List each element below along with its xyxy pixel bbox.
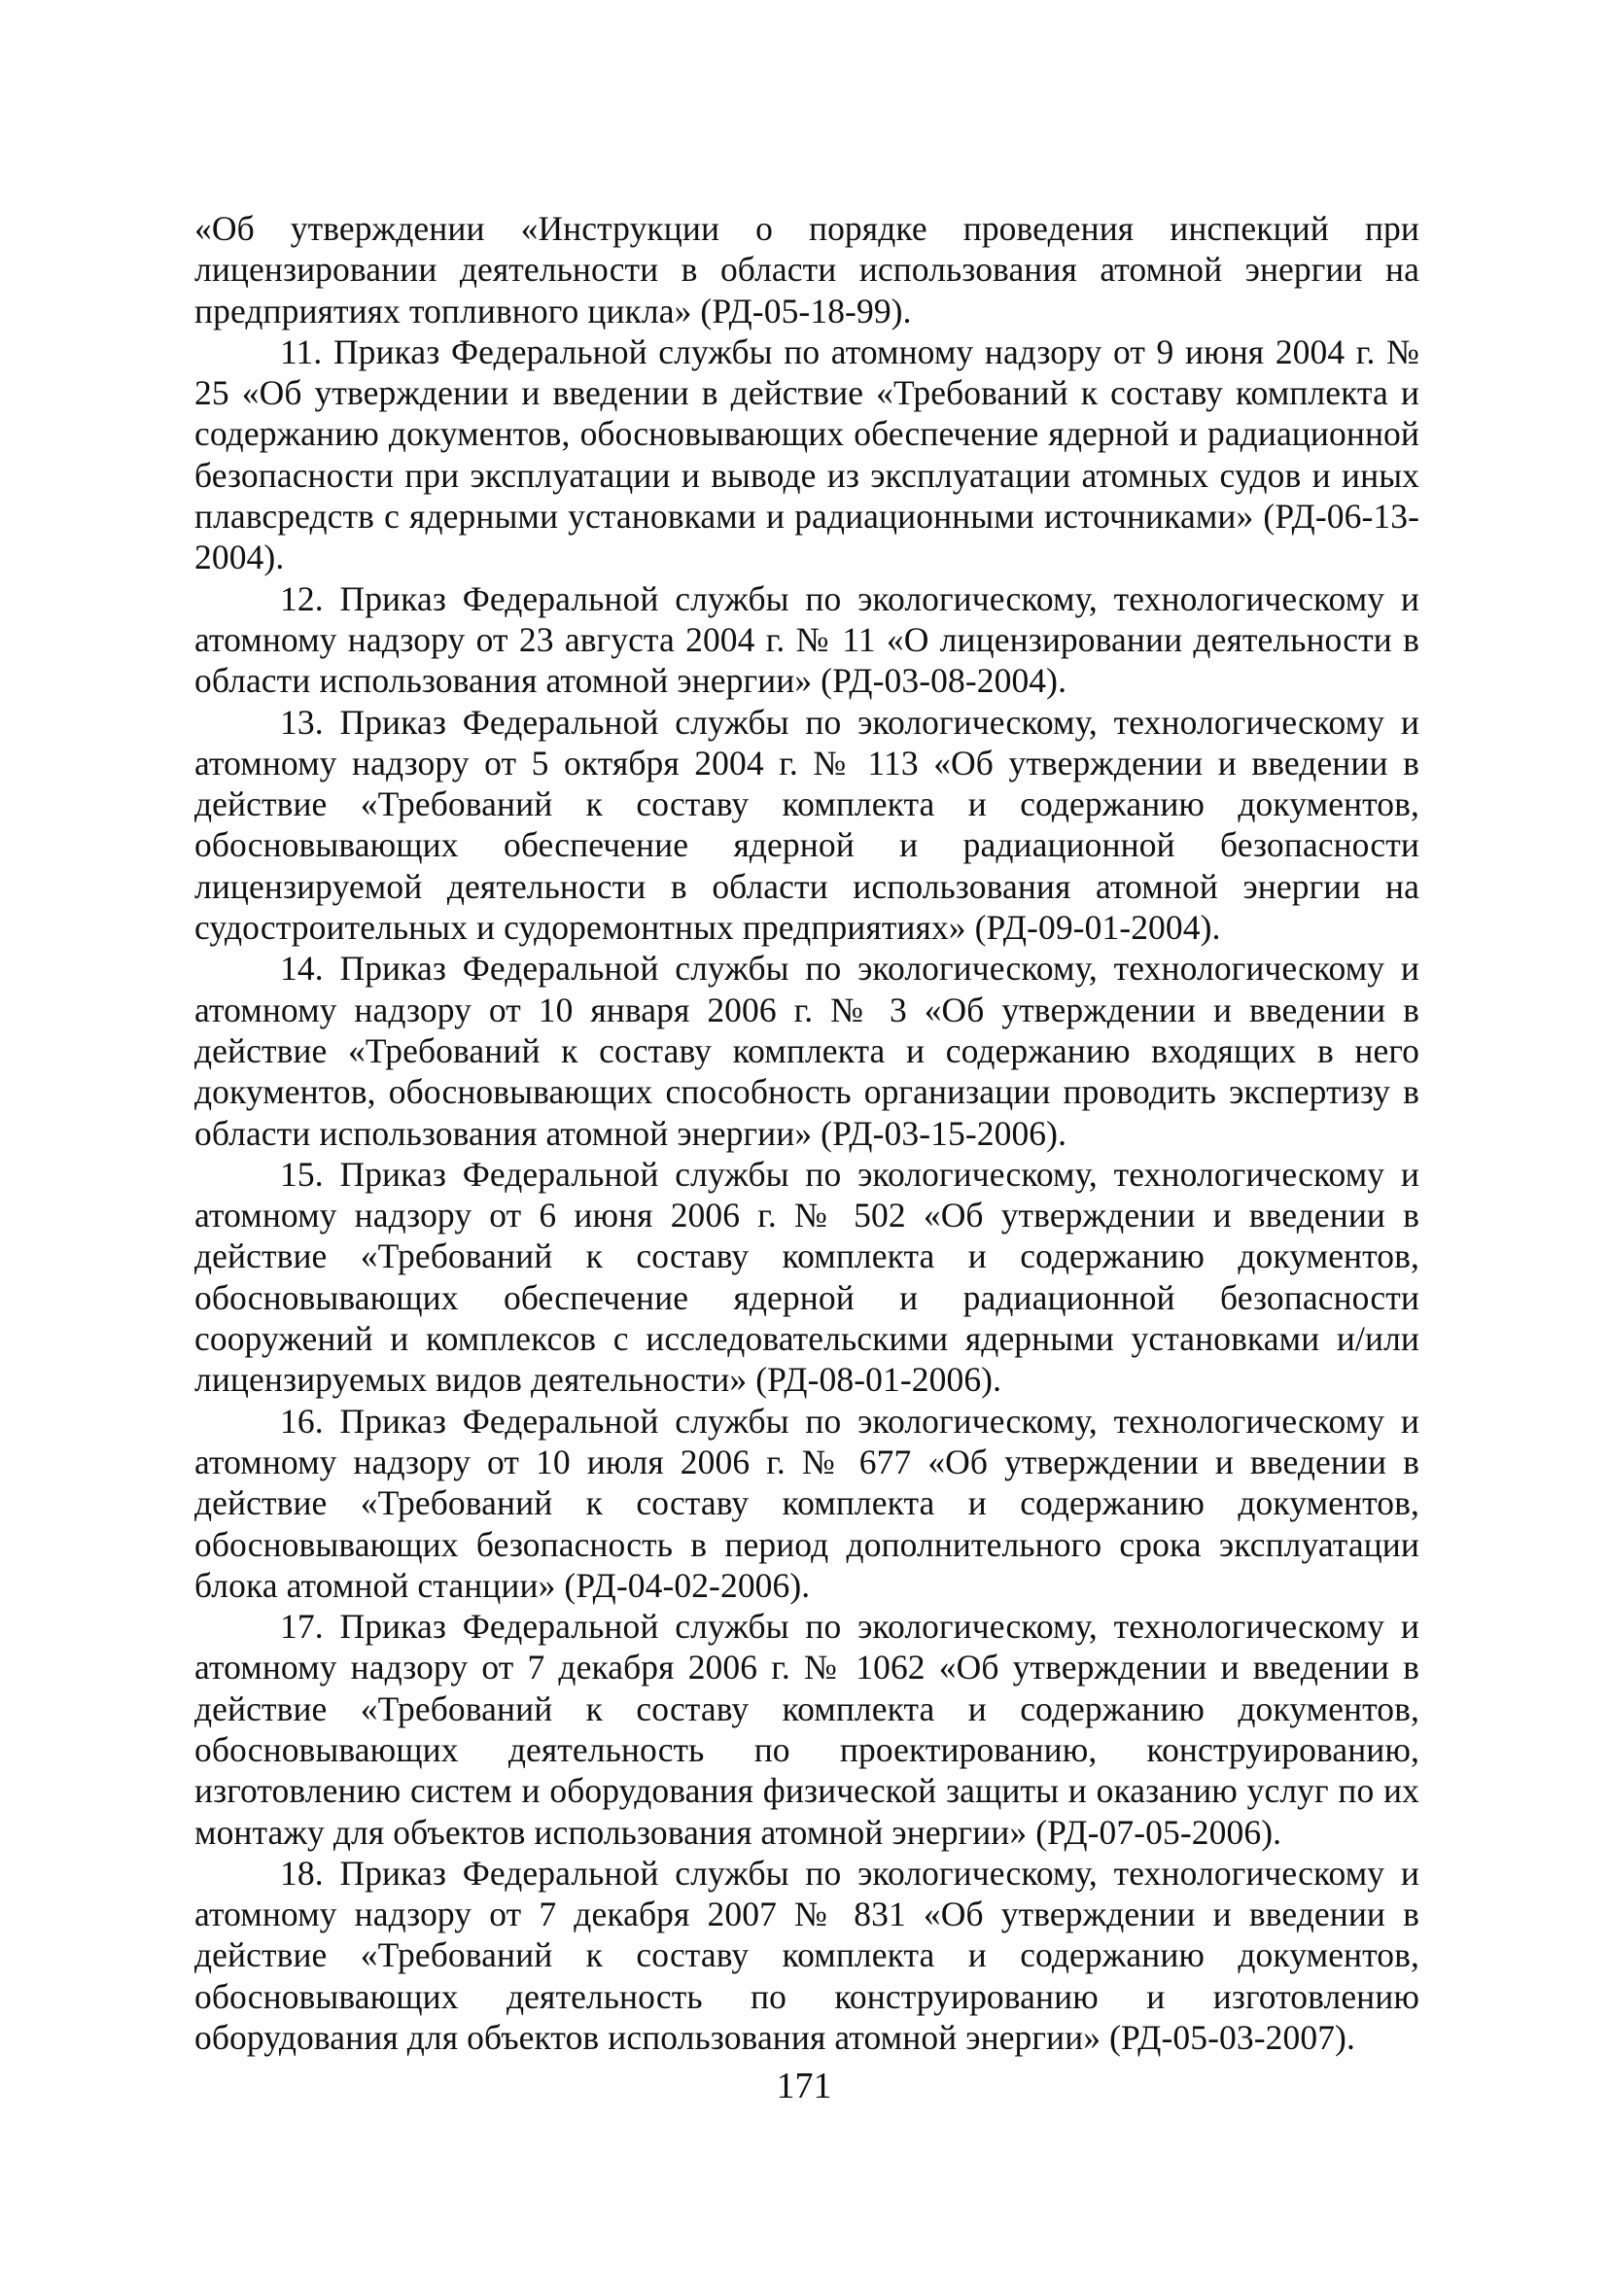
paragraph-item-12: 12. Приказ Федеральной службы по экологическому, технологическому и атомному надзору от 23 августа 2004 г. № 11 «О лицензировании деятельности в области использования атомной энергии» (РД-03-08-2004). bbox=[194, 578, 1419, 701]
paragraph-item-15: 15. Приказ Федеральной службы по экологическому, технологическому и атомному надзору от 6 июня 2006 г. № 502 «Об утверждении и введении в действие «Требований к составу комплекта и содержанию документов, обосновывающих обеспечение ядерной и радиационной безопасности сооружений и комплексов с исследовательскими ядерными установками и/или лицензируемых видов деятельности» (РД-08-01-2006). bbox=[194, 1154, 1419, 1400]
paragraph-continuation: «Об утверждении «Инструкции о порядке проведения инспекций при лицензировании деятельности в области использования атомной энергии на предприятиях топливного цикла» (РД-05-18-99). bbox=[194, 209, 1419, 330]
paragraph-item-13: 13. Приказ Федеральной службы по экологическому, технологическому и атомному надзору от 5 октября 2004 г. № 113 «Об утверждении и введении в действие «Требований к составу комплекта и содержанию документов, обосновывающих обеспечение ядерной и радиационной безопасности лицензируемой деятельности в области использования атомной энергии на судостроительных и судоремонтных предприятиях» (РД-09-01-2004). bbox=[194, 702, 1419, 948]
paragraph-item-14: 14. Приказ Федеральной службы по экологическому, технологическому и атомному надзору от 10 января 2006 г. № 3 «Об утверждении и введении в действие «Требований к составу комплекта и содержанию входящих в него документов, обосновывающих способность организации проводить экспертизу в области использования атомной энергии» (РД-03-15-2006). bbox=[194, 949, 1419, 1153]
paragraph-item-16: 16. Приказ Федеральной службы по экологическому, технологическому и атомному надзору от 10 июля 2006 г. № 677 «Об утверждении и введении в действие «Требований к составу комплекта и содержанию документов, обосновывающих безопасность в период дополнительного срока эксплуатации блока атомной станции» (РД-04-02-2006). bbox=[194, 1401, 1419, 1605]
paragraph-item-18: 18. Приказ Федеральной службы по экологическому, технологическому и атомному надзору от 7 декабря 2007 № 831 «Об утверждении и введении в действие «Требований к составу комплекта и содержанию документов, обосновывающих деятельность по конструированию и изготовлению оборудования для объектов использования атомной энергии» (РД-05-03-2007). bbox=[194, 1853, 1419, 2058]
paragraph-item-17: 17. Приказ Федеральной службы по экологическому, технологическому и атомному надзору от 7 декабря 2006 г. № 1062 «Об утверждении и введении в действие «Требований к составу комплекта и содержанию документов, обосновывающих деятельность по проектированию, конструированию, изготовлению систем и оборудования физической защиты и оказанию услуг по их монтажу для объектов использования атомной энергии» (РД-07-05-2006). bbox=[194, 1607, 1419, 1852]
document-body bbox=[194, 208, 1419, 2058]
paragraph-item-11: 11. Приказ Федеральной службы по атомному надзору от 9 июня 2004 г. № 25 «Об утверждении и введении в действие «Требований к составу комплекта и содержанию документов, обосновывающих обеспечение ядерной и радиационной безопасности при эксплуатации и выводе из эксплуатации атомных судов и иных плавсредств с ядерными установками и радиационными источниками» (РД-06-13-2004). bbox=[194, 331, 1419, 577]
page-number: 171 bbox=[776, 2066, 832, 2106]
